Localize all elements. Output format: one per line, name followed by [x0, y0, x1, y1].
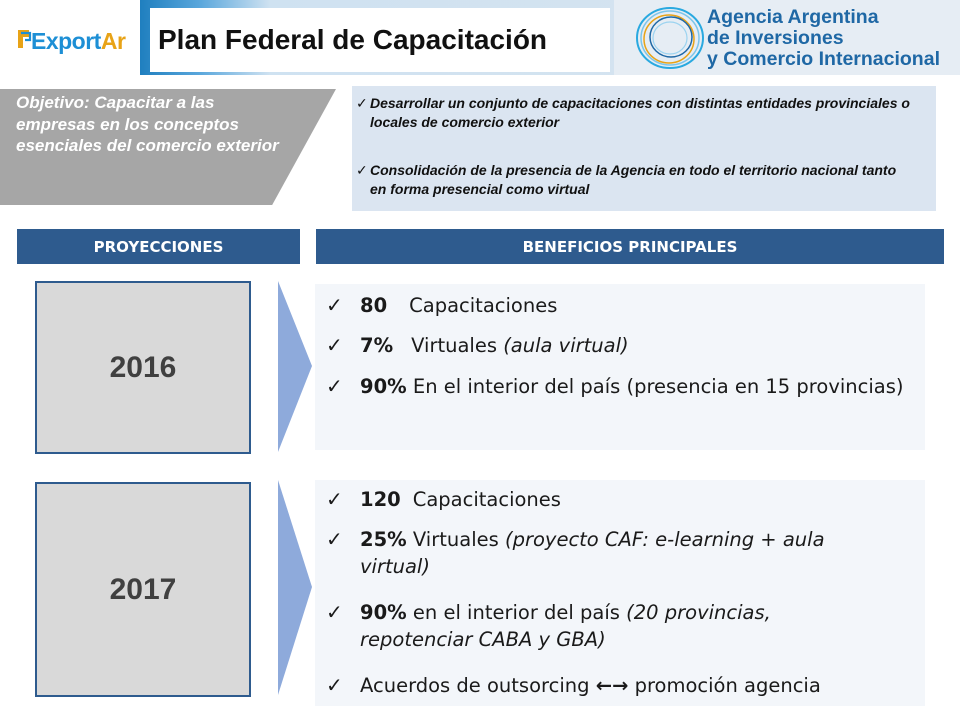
goal-item — [356, 94, 910, 131]
benefit-item — [326, 599, 830, 653]
chevron-right-icon — [278, 281, 312, 452]
title-box — [150, 8, 610, 72]
benefit-text: Acuerdos de outsorcing — [360, 674, 596, 697]
chevron-right-icon — [278, 480, 312, 695]
check-icon: ✓ — [326, 600, 343, 624]
benefit-note: (proyecto CAF: e-learning + aula virtual) — [360, 528, 825, 578]
benefit-value: 90% — [360, 601, 407, 624]
check-icon: ✓ — [326, 673, 343, 697]
benefit-item — [326, 672, 920, 699]
benefits-header: BENEFICIOS PRINCIPALES — [316, 229, 944, 264]
benefit-text: Capacitaciones — [412, 488, 561, 511]
check-icon: ✓ — [326, 527, 343, 551]
exportar-logo-text: ExportAr — [31, 28, 126, 54]
benefit-text: Capacitaciones — [409, 294, 558, 317]
agency-name-line1: Agencia Argentina — [707, 6, 879, 28]
benefit-item — [326, 332, 920, 359]
projections-header: PROYECCIONES — [17, 229, 300, 264]
goal-text: Desarrollar un conjunto de capacitaciones con distintas entidades provinciales o locales de comercio exterior — [370, 95, 910, 130]
agency-name-line3: y Comercio Internacional — [707, 48, 940, 70]
goal-text: Consolidación de la presencia de la Agencia en todo el territorio nacional tanto en forma presencial como virtual — [370, 162, 897, 197]
check-icon: ✓ — [326, 487, 343, 511]
check-icon: ✓ — [356, 95, 368, 111]
benefit-item — [326, 292, 920, 319]
year-box-2017: 2017 — [35, 482, 251, 697]
benefit-text: en el interior del país — [412, 601, 627, 624]
objective-text: Objetivo: Capacitar a las empresas en los conceptos esenciales del comercio exterior — [16, 93, 279, 155]
page-title: Plan Federal de Capacitación — [158, 24, 548, 55]
agency-name-line2: de Inversiones — [707, 27, 844, 49]
year-box-2016: 2016 — [35, 281, 251, 454]
benefit-text: Virtuales — [412, 528, 505, 551]
agency-name — [707, 7, 940, 70]
benefit-value: 120 — [360, 488, 401, 511]
check-icon: ✓ — [356, 162, 368, 178]
bidirectional-arrow-icon: ←→ — [595, 674, 629, 697]
benefit-text: En el interior del país (presencia en 15 provincias) — [412, 375, 904, 398]
benefit-value: 90% — [360, 375, 407, 398]
agency-ring-icon — [632, 4, 708, 72]
benefit-value: 7% — [360, 334, 394, 357]
goal-item — [356, 161, 910, 198]
check-icon: ✓ — [326, 293, 343, 317]
benefit-note: (aula virtual) — [503, 334, 629, 357]
benefit-value: 80 — [360, 294, 388, 317]
benefit-item — [326, 373, 915, 400]
check-icon: ✓ — [326, 333, 343, 357]
benefit-item — [326, 526, 860, 580]
benefit-item — [326, 486, 920, 513]
benefit-note: (20 provincias, repotenciar CABA y GBA) — [360, 601, 771, 651]
check-icon: ✓ — [326, 374, 343, 398]
exportar-logo-mark-icon — [16, 28, 32, 50]
benefit-value: 25% — [360, 528, 407, 551]
benefit-text: promoción agencia — [628, 674, 821, 697]
benefit-text: Virtuales — [411, 334, 504, 357]
